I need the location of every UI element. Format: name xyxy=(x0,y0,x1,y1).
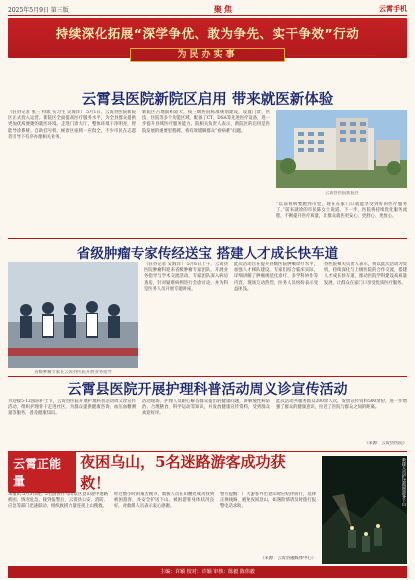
ribbon-line-left xyxy=(40,55,128,56)
banner-headline: 持续深化拓展“深学争优、敢为争先、实干争效”行动 xyxy=(55,26,360,41)
article4-credit: （来源：云霄县融媒体中心） xyxy=(260,556,316,561)
article4-photo xyxy=(322,456,407,564)
article4-col3: 警方提醒：广大游客外出登山时应结伴而行，选择正规线路，避免夜间登山，如遇险情请及时拨打报警电话求助。 xyxy=(220,492,316,510)
article3-col3: 此次活动共服务群众200余人次，发放宣传资料500余份，进一步增强了群众的健康意识，拉近了医院与群众之间的距离。 xyxy=(276,399,407,411)
article1-col1: （驻县记者 张三 特派 实习生 吴海洋） 5月1日，云霄县医院新院区正式投入运营。新院区全面提高医疗服务水平，为全县群众提供更加优质便捷的就医环境。走进门诊大厅，整体环境干净明亮，智能导诊系统、自助挂号机、候诊区座椅一应俱全，不少市民在志愿者引导下有序办理相关业务。 xyxy=(8,110,136,140)
hospital-building-image xyxy=(276,110,407,188)
article3-col1: 为迎接5·12国际护士节，云霄县医院开展护理科普活动周义诊宣传活动，组织护理骨干走进社区，为群众提供健康咨询、血压血糖测量等服务，普及健康知识。 xyxy=(8,399,136,417)
divider-1 xyxy=(8,238,407,239)
article2-col1: （驻县记者 吴海洋） 5月6日上午，云霄县医院肿瘤科迎来省级肿瘤专家团队，开展业务指导与学术交流活动。专家团队深入病房查房，针对疑难病例进行会诊讨论，并为科室医务人员开展专题讲座。 xyxy=(144,262,228,292)
article4-col2: 经过数小时的艰苦搜寻，救援人员在山腰处成功找到被困游客，并安全护送下山。被困游客身体状况良好，对救援人员表示衷心感谢。 xyxy=(114,492,214,510)
article3-title: 云霄县医院开展护理科普活动周义诊宣传活动 xyxy=(67,382,348,398)
article1-title: 云霄县医院新院区启用 带来就医新体验 xyxy=(81,92,334,108)
night-rescue-image xyxy=(322,456,407,564)
divider-2 xyxy=(8,376,407,377)
article4-title: 夜困乌山，5名迷路游客成功获救！ xyxy=(80,453,286,492)
article3-col2: 活动现场，护理人员耐心解答群众提出的健康问题，讲解慢性病防治、合理膳食、科学运动等知识，并发放健康宣传资料，受到群众欢迎好评。 xyxy=(142,399,270,417)
page-footer xyxy=(8,566,407,578)
header-rule xyxy=(8,15,407,16)
article4-col1: 本报讯 5月5日晚，5名游客在乌山景区登山途中迷路被困，情况危急。接到报警后，云霄县公安、消防、应急等部门迅速联动，组织救援力量连夜上山搜救。 xyxy=(8,492,108,510)
paper-name: 云霄手机 xyxy=(379,4,407,13)
article2-photo xyxy=(8,262,138,368)
footer-text: 主编：许颖 校对：许颖 审核：陈毅 陈伟毅 xyxy=(160,569,255,575)
article4-header xyxy=(8,453,308,492)
article1-photo-caption: 云霄县医院新院区 xyxy=(324,191,360,196)
article4-badge: 云霄正能量 xyxy=(8,451,76,493)
ribbon-line-right xyxy=(287,55,375,56)
section-ribbon xyxy=(130,48,285,62)
page-header xyxy=(8,4,407,14)
article2-col3: 县医院相关负责人表示，将以此次活动为契机，持续深化与上级医院的合作交流，搭建人才成长快车道，推动医院学科建设高质量发展，让群众在家门口享受优质医疗服务。 xyxy=(324,262,407,286)
article2-photo-caption: 省级肿瘤专家在云霄县医院开展业务指导 xyxy=(34,370,112,375)
date-page: 2025年5月9日 第三版 xyxy=(8,6,69,14)
section-title: 聚焦 xyxy=(213,3,234,14)
expert-meeting-image xyxy=(8,262,138,368)
article4-side-caption: 救援人员护送被困游客下山 xyxy=(402,458,407,506)
article3-credit: （来源：云霄县医院） xyxy=(364,441,407,446)
article1-col3: “以前看病要跑到市里，现在在家门口就能享受到好的医疗服务了。”前来就诊的市民陈女士说道。下一步，医院将持续优化服务流程，不断提升医疗质量，让群众就医更安心、更舒心、更放心。 xyxy=(276,202,407,220)
article2-col2: 此次活动旨在提升县级医院肿瘤诊疗水平，加强人才梯队建设。专家们结合临床实际，详细讲解了肿瘤规范化诊疗、多学科协作等内容，现场互动热烈，医务人员纷纷表示受益匪浅。 xyxy=(234,262,318,292)
article1-col2: 新院区占地面积较大，按三级医院标准规划建设，设置门诊、医技、住院等多个功能区域，配备了CT、DSA等先进医疗设备，进一步提升县域医疗服务能力。院相关负责人表示，新院区的启用是医院发展的重要里程碑，将有效缓解群众“看病难”问题。 xyxy=(142,110,270,134)
article1-photo xyxy=(276,110,407,188)
article2-title: 省级肿瘤专家传经送宝 搭建人才成长快车道 xyxy=(76,246,339,262)
ribbon-text: 为民办实事 xyxy=(177,50,238,60)
